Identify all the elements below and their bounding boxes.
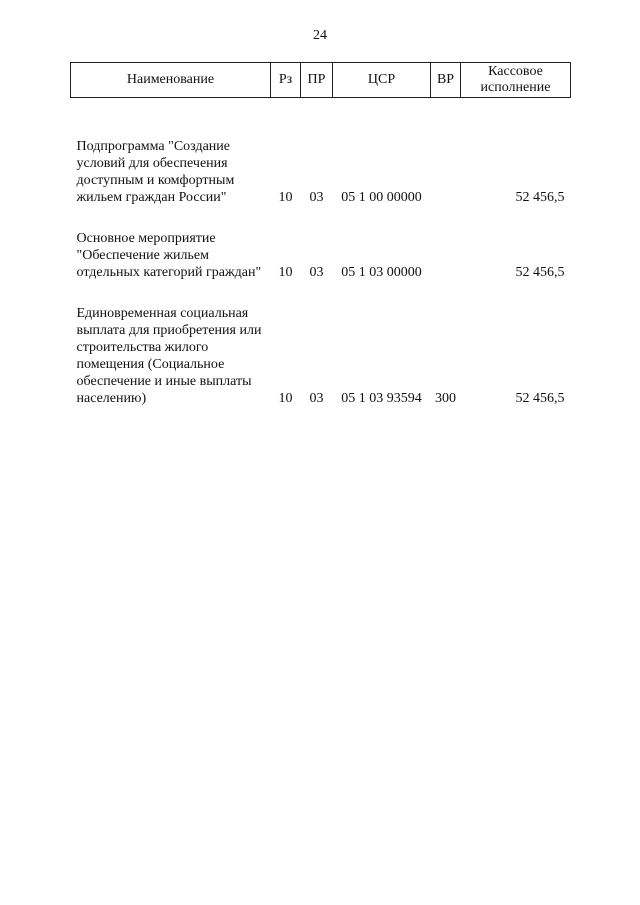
header-rz: Рз: [271, 63, 301, 98]
table-row: [71, 206, 571, 281]
row-vr: [431, 206, 461, 281]
page-number: 24: [313, 28, 327, 43]
header-vr: ВР: [431, 63, 461, 98]
budget-execution-table: [70, 62, 571, 407]
row-name: Единовременная социальная выплата для приобретения или строительства жилого помещения (Социальное обеспечение и иные выплаты населению): [76, 306, 262, 406]
row-pr: 03: [309, 391, 324, 406]
row-sum: 52 456,5: [515, 190, 565, 205]
table-row: [71, 98, 571, 207]
row-rz: 10: [278, 391, 293, 406]
row-csr: 05 1 03 93594: [341, 391, 422, 406]
table-row: [71, 281, 571, 407]
header-name: Наименование: [71, 63, 271, 98]
table-body: [71, 98, 571, 408]
row-vr: 300: [435, 391, 456, 406]
row-name: Подпрограмма "Создание условий для обеспечения доступным и комфортным жильем граждан России": [76, 139, 235, 205]
row-sum: 52 456,5: [515, 391, 565, 406]
row-vr: [431, 98, 461, 207]
row-pr: 03: [309, 190, 324, 205]
row-csr: 05 1 03 00000: [341, 265, 422, 280]
row-sum: 52 456,5: [515, 265, 565, 280]
row-rz: 10: [278, 190, 293, 205]
header-csr: ЦСР: [333, 63, 431, 98]
row-rz: 10: [278, 265, 293, 280]
row-csr: 05 1 00 00000: [341, 190, 422, 205]
table-header: [71, 63, 571, 98]
header-sum: Кассовое исполнение: [461, 63, 571, 98]
row-name: Основное мероприятие "Обеспечение жильем отдельных категорий граждан": [76, 231, 262, 280]
header-pr: ПР: [301, 63, 333, 98]
row-pr: 03: [309, 265, 324, 280]
